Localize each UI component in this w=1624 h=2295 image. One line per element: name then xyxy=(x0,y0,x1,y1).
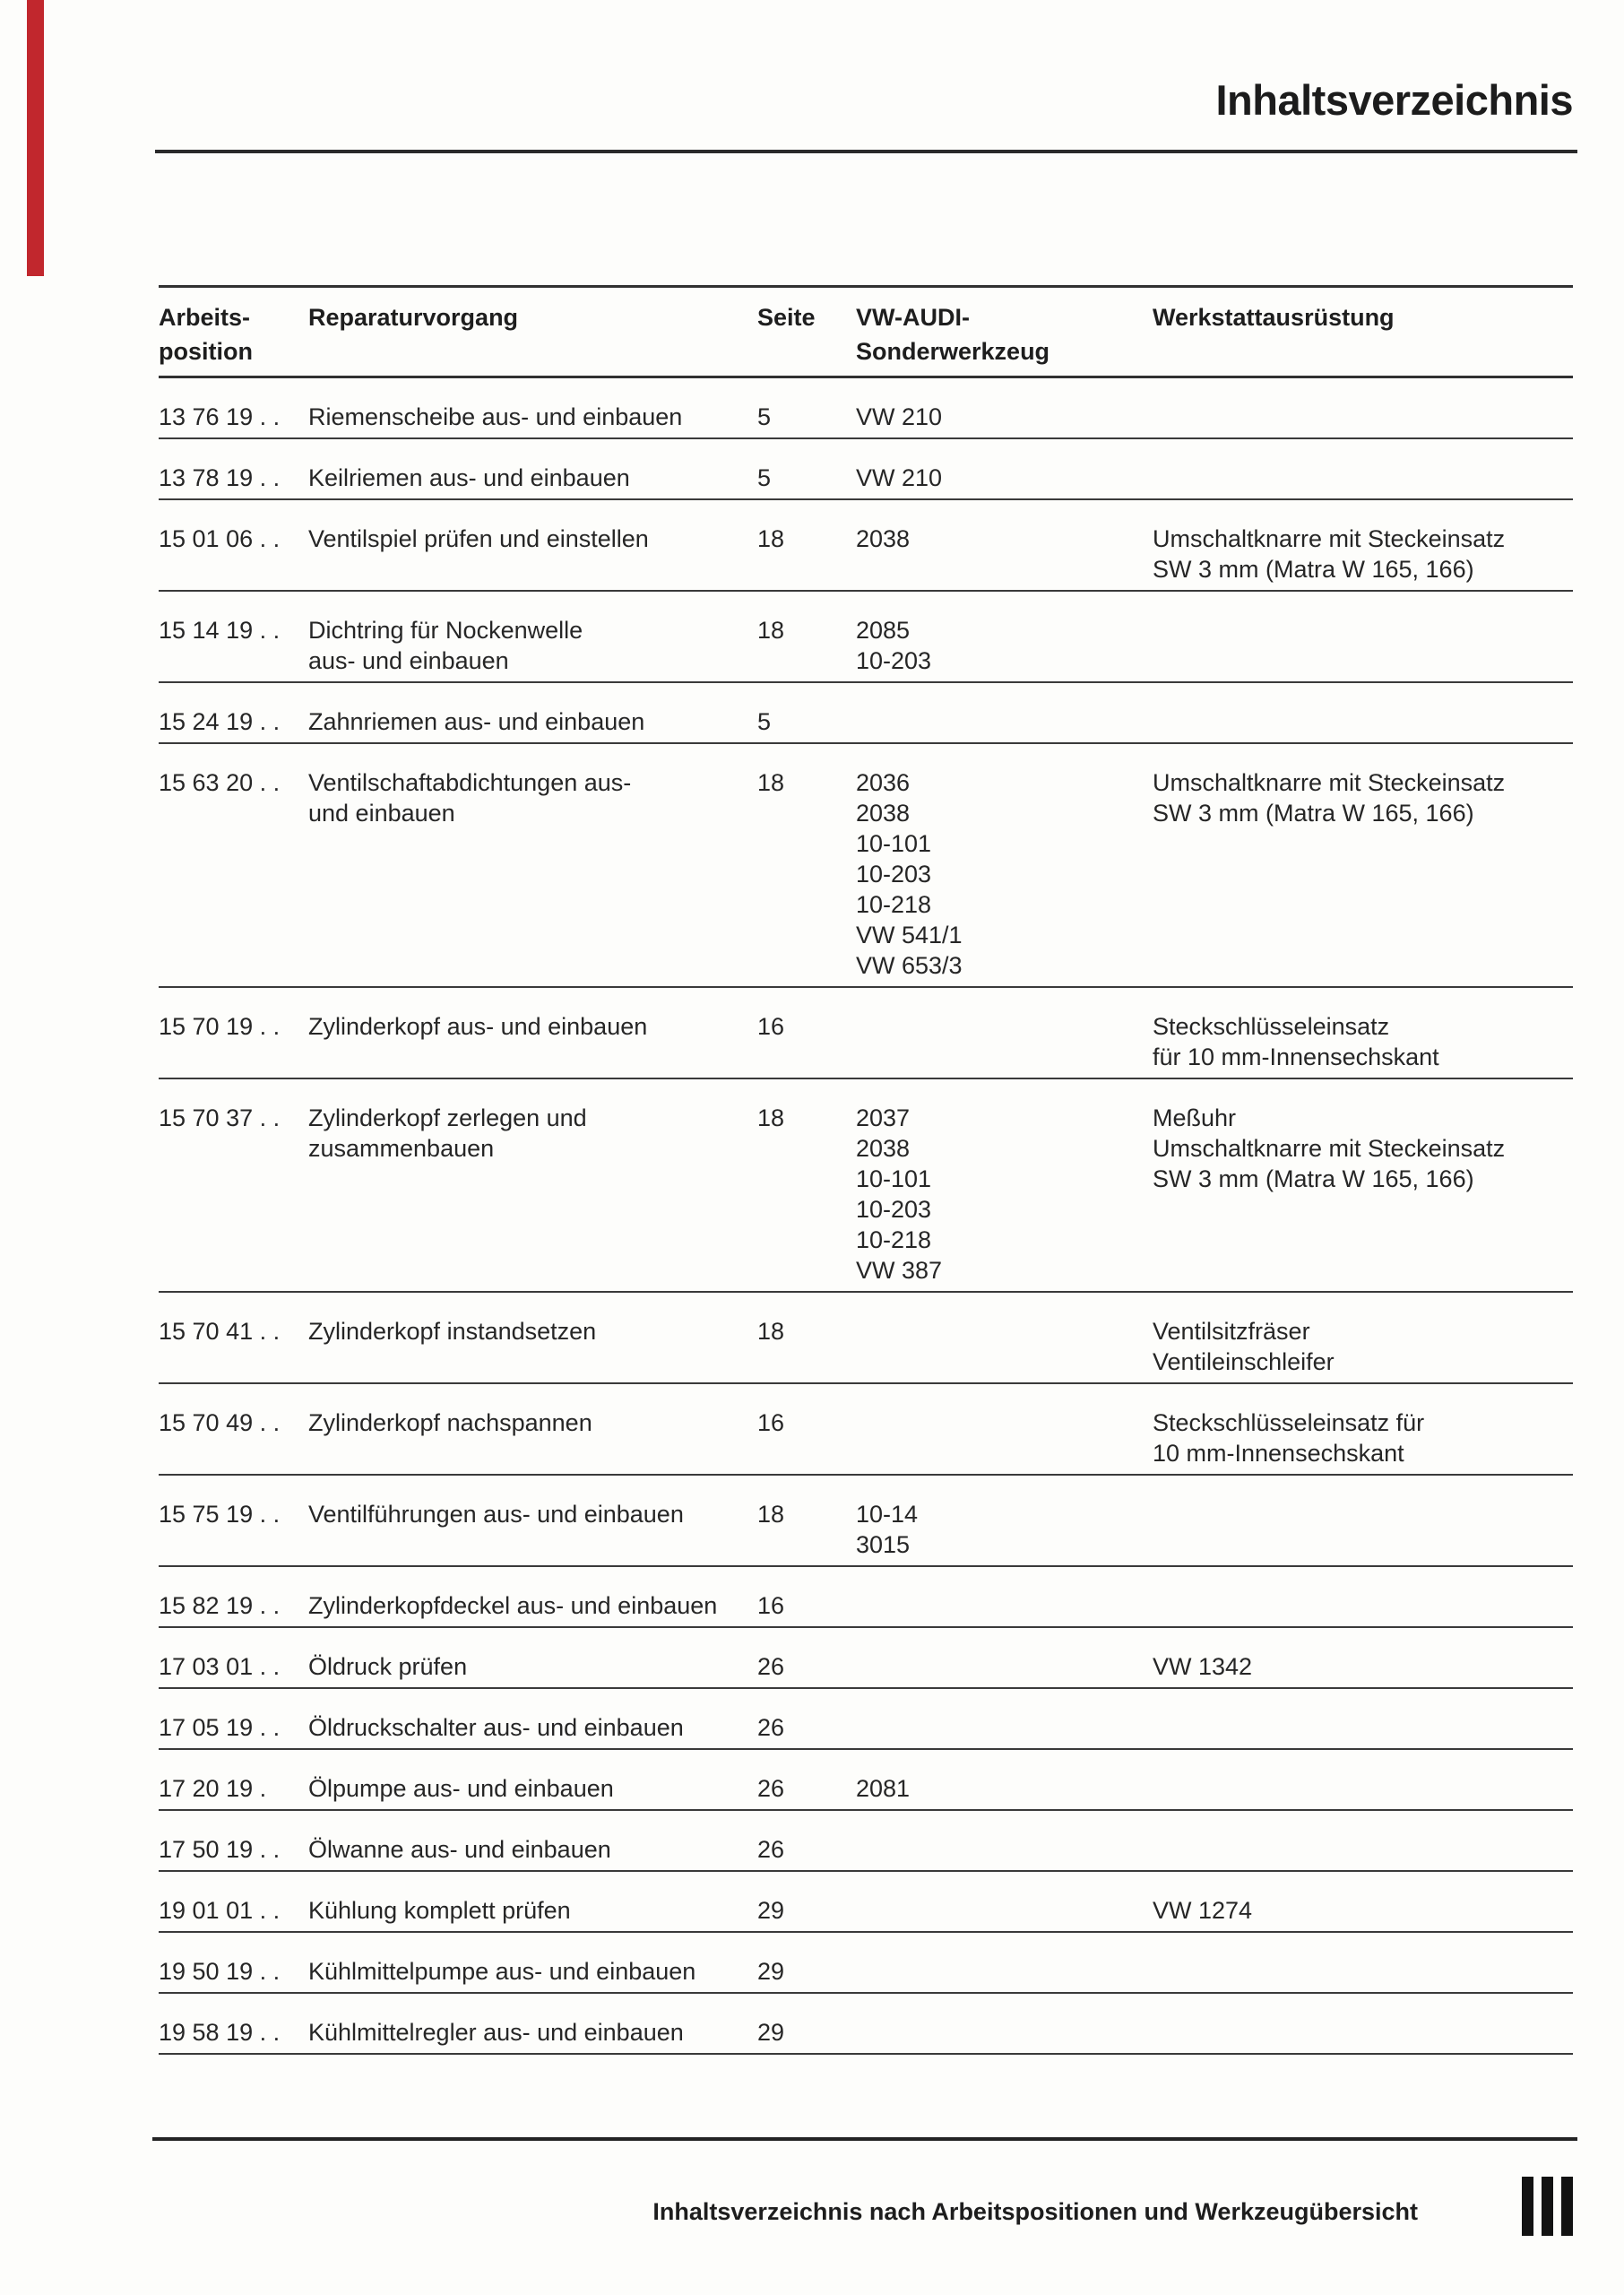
cell-line: SW 3 mm (Matra W 165, 166) xyxy=(1153,556,1474,583)
cell-arbeitsposition xyxy=(159,1590,308,1621)
cell-arbeitsposition xyxy=(159,2017,308,2048)
cell-line: 2038 xyxy=(856,525,911,552)
cell-sonderwerkzeug xyxy=(849,1407,1145,1468)
cell-line: VW 387 xyxy=(856,1257,943,1284)
cell-line: 15 70 49 . . xyxy=(159,1409,281,1436)
cell-line: Meßuhr xyxy=(1153,1104,1237,1131)
header-sonderwerkzeug xyxy=(849,300,1145,368)
cell-line: Zylinderkopf zerlegen und xyxy=(308,1104,587,1131)
cell-seite xyxy=(753,1407,849,1468)
cell-sonderwerkzeug xyxy=(849,402,1145,432)
cell-reparaturvorgang xyxy=(308,1651,753,1682)
cell-line: 10-203 xyxy=(856,647,932,674)
header-line: position xyxy=(159,338,253,365)
cell-sonderwerkzeug xyxy=(849,1956,1145,1987)
cell-arbeitsposition xyxy=(159,402,308,432)
cell-line: aus- und einbauen xyxy=(308,647,509,674)
cell-arbeitsposition xyxy=(159,767,308,981)
cell-reparaturvorgang xyxy=(308,1956,753,1987)
cell-werkstattausruestung xyxy=(1145,524,1573,585)
cell-line: 29 xyxy=(757,1897,785,1924)
cell-werkstattausruestung xyxy=(1145,1773,1573,1804)
cell-line: 15 70 19 . . xyxy=(159,1013,281,1040)
header-werkstattausruestung: Werkstattausrüstung xyxy=(1153,304,1395,331)
cell-werkstattausruestung xyxy=(1145,615,1573,676)
page-marker-bar xyxy=(1561,2177,1573,2236)
header-line: Arbeits- xyxy=(159,304,251,331)
table-row xyxy=(159,500,1573,592)
cell-seite xyxy=(753,1499,849,1560)
cell-line: für 10 mm-Innensechskant xyxy=(1153,1044,1439,1070)
cell-arbeitsposition xyxy=(159,1773,308,1804)
cell-werkstattausruestung xyxy=(1145,1103,1573,1286)
table-row xyxy=(159,1750,1573,1811)
cell-seite xyxy=(753,1590,849,1621)
table-row xyxy=(159,1567,1573,1628)
table-header xyxy=(159,285,1573,378)
cell-seite xyxy=(753,2017,849,2048)
cell-sonderwerkzeug xyxy=(849,767,1145,981)
cell-sonderwerkzeug xyxy=(849,1103,1145,1286)
cell-line: Keilriemen aus- und einbauen xyxy=(308,464,630,491)
cell-line: 5 xyxy=(757,464,772,491)
cell-line: 26 xyxy=(757,1653,785,1680)
cell-werkstattausruestung xyxy=(1145,1651,1573,1682)
cell-line: 18 xyxy=(757,1318,785,1345)
table-row xyxy=(159,744,1573,988)
cell-line: 15 01 06 . . xyxy=(159,525,281,552)
cell-line: 26 xyxy=(757,1714,785,1741)
cell-reparaturvorgang xyxy=(308,1103,753,1286)
cell-seite xyxy=(753,615,849,676)
cell-werkstattausruestung xyxy=(1145,1895,1573,1926)
table-body xyxy=(159,378,1573,2055)
cell-werkstattausruestung xyxy=(1145,402,1573,432)
table-row xyxy=(159,1628,1573,1689)
cell-werkstattausruestung xyxy=(1145,1011,1573,1072)
cell-line: 16 xyxy=(757,1409,785,1436)
cell-arbeitsposition xyxy=(159,1103,308,1286)
cell-sonderwerkzeug xyxy=(849,1590,1145,1621)
cell-line: 29 xyxy=(757,2019,785,2046)
cell-line: 17 20 19 . xyxy=(159,1775,267,1802)
cell-line: Umschaltknarre mit Steckeinsatz xyxy=(1153,1135,1506,1162)
cell-line: VW 210 xyxy=(856,403,943,430)
cell-werkstattausruestung xyxy=(1145,1407,1573,1468)
cell-werkstattausruestung xyxy=(1145,463,1573,493)
cell-line: 17 05 19 . . xyxy=(159,1714,281,1741)
cell-line: 10-218 xyxy=(856,891,932,918)
cell-line: Ventileinschleifer xyxy=(1153,1348,1335,1375)
cell-line: Ventilschaftabdichtungen aus- xyxy=(308,769,632,796)
cell-line: Zahnriemen aus- und einbauen xyxy=(308,708,645,735)
cell-sonderwerkzeug xyxy=(849,1773,1145,1804)
footer-rule xyxy=(152,2137,1577,2141)
cell-line: 18 xyxy=(757,1501,785,1528)
cell-line: Zylinderkopf nachspannen xyxy=(308,1409,592,1436)
cell-line: 15 63 20 . . xyxy=(159,769,281,796)
cell-reparaturvorgang xyxy=(308,1407,753,1468)
cell-line: Ventilsitzfräser xyxy=(1153,1318,1310,1345)
header-seite: Seite xyxy=(757,304,816,331)
cell-line: 19 01 01 . . xyxy=(159,1897,281,1924)
page-title: Inhaltsverzeichnis xyxy=(1215,76,1573,124)
cell-line: 13 78 19 . . xyxy=(159,464,281,491)
cell-reparaturvorgang xyxy=(308,1834,753,1865)
cell-reparaturvorgang xyxy=(308,402,753,432)
cell-line: 16 xyxy=(757,1592,785,1619)
cell-sonderwerkzeug xyxy=(849,615,1145,676)
cell-sonderwerkzeug xyxy=(849,463,1145,493)
cell-line: SW 3 mm (Matra W 165, 166) xyxy=(1153,1165,1474,1192)
page-marker-bar xyxy=(1522,2177,1533,2236)
cell-line: Zylinderkopf aus- und einbauen xyxy=(308,1013,648,1040)
table-row xyxy=(159,988,1573,1079)
cell-sonderwerkzeug xyxy=(849,1895,1145,1926)
cell-line: 16 xyxy=(757,1013,785,1040)
cell-line: 13 76 19 . . xyxy=(159,403,281,430)
cell-line: Ölpumpe aus- und einbauen xyxy=(308,1775,614,1802)
cell-line: VW 1274 xyxy=(1153,1897,1253,1924)
cell-line: 10-203 xyxy=(856,1196,932,1223)
cell-reparaturvorgang xyxy=(308,706,753,737)
cell-werkstattausruestung xyxy=(1145,2017,1573,2048)
cell-line: 18 xyxy=(757,769,785,796)
cell-line: Ventilspiel prüfen und einstellen xyxy=(308,525,649,552)
cell-arbeitsposition xyxy=(159,524,308,585)
table-row xyxy=(159,378,1573,439)
cell-arbeitsposition xyxy=(159,463,308,493)
cell-line: Öldruckschalter aus- und einbauen xyxy=(308,1714,684,1741)
cell-reparaturvorgang xyxy=(308,1316,753,1377)
cell-line: Ölwanne aus- und einbauen xyxy=(308,1836,611,1863)
cell-werkstattausruestung xyxy=(1145,1316,1573,1377)
cell-seite xyxy=(753,1712,849,1743)
cell-line: VW 1342 xyxy=(1153,1653,1253,1680)
table-row xyxy=(159,1689,1573,1750)
cell-werkstattausruestung xyxy=(1145,1712,1573,1743)
cell-arbeitsposition xyxy=(159,1956,308,1987)
cell-arbeitsposition xyxy=(159,1407,308,1468)
cell-line: 15 70 37 . . xyxy=(159,1104,281,1131)
cell-seite xyxy=(753,1651,849,1682)
cell-line: zusammenbauen xyxy=(308,1135,495,1162)
cell-line: 10-203 xyxy=(856,861,932,888)
cell-werkstattausruestung xyxy=(1145,1834,1573,1865)
cell-arbeitsposition xyxy=(159,1895,308,1926)
cell-line: Umschaltknarre mit Steckeinsatz xyxy=(1153,769,1506,796)
cell-line: 2038 xyxy=(856,800,911,827)
cell-line: 18 xyxy=(757,617,785,644)
cell-line: 2037 xyxy=(856,1104,911,1131)
cell-line: 5 xyxy=(757,403,772,430)
title-rule xyxy=(155,150,1577,153)
header-reparaturvorgang: Reparaturvorgang xyxy=(308,304,519,331)
cell-line: Dichtring für Nockenwelle xyxy=(308,617,583,644)
header-line: VW-AUDI- xyxy=(856,304,970,331)
cell-sonderwerkzeug xyxy=(849,1651,1145,1682)
cell-arbeitsposition xyxy=(159,1499,308,1560)
cell-reparaturvorgang xyxy=(308,524,753,585)
header-line: Sonderwerkzeug xyxy=(856,338,1050,365)
cell-line: 2081 xyxy=(856,1775,911,1802)
cell-line: 15 82 19 . . xyxy=(159,1592,281,1619)
cell-seite xyxy=(753,1773,849,1804)
table-row xyxy=(159,1872,1573,1933)
cell-werkstattausruestung xyxy=(1145,706,1573,737)
cell-seite xyxy=(753,1316,849,1377)
contents-table xyxy=(159,285,1573,2055)
cell-line: 15 24 19 . . xyxy=(159,708,281,735)
cell-line: Kühlmittelpumpe aus- und einbauen xyxy=(308,1958,696,1985)
cell-seite xyxy=(753,524,849,585)
cell-arbeitsposition xyxy=(159,1712,308,1743)
cell-seite xyxy=(753,1834,849,1865)
cell-line: Kühlung komplett prüfen xyxy=(308,1897,571,1924)
cell-werkstattausruestung xyxy=(1145,1499,1573,1560)
cell-reparaturvorgang xyxy=(308,2017,753,2048)
cell-reparaturvorgang xyxy=(308,463,753,493)
cell-line: 10-218 xyxy=(856,1226,932,1253)
cell-line: und einbauen xyxy=(308,800,455,827)
cell-sonderwerkzeug xyxy=(849,1712,1145,1743)
cell-line: 5 xyxy=(757,708,772,735)
cell-line: Öldruck prüfen xyxy=(308,1653,468,1680)
cell-arbeitsposition xyxy=(159,615,308,676)
cell-line: Zylinderkopf instandsetzen xyxy=(308,1318,597,1345)
page-marker-bar xyxy=(1542,2177,1553,2236)
cell-line: Zylinderkopfdeckel aus- und einbauen xyxy=(308,1592,718,1619)
cell-reparaturvorgang xyxy=(308,1895,753,1926)
table-row xyxy=(159,1933,1573,1994)
footer-caption: Inhaltsverzeichnis nach Arbeitspositionen und Werkzeugübersicht xyxy=(652,2198,1418,2225)
cell-line: 26 xyxy=(757,1775,785,1802)
cell-line: 26 xyxy=(757,1836,785,1863)
section-tab-red xyxy=(27,0,44,276)
table-row xyxy=(159,592,1573,683)
cell-line: SW 3 mm (Matra W 165, 166) xyxy=(1153,800,1474,827)
cell-line: Steckschlüsseleinsatz xyxy=(1153,1013,1390,1040)
cell-seite xyxy=(753,1956,849,1987)
cell-werkstattausruestung xyxy=(1145,767,1573,981)
cell-seite xyxy=(753,1103,849,1286)
cell-line: VW 653/3 xyxy=(856,952,963,979)
cell-line: 19 50 19 . . xyxy=(159,1958,281,1985)
cell-line: 17 50 19 . . xyxy=(159,1836,281,1863)
cell-line: VW 210 xyxy=(856,464,943,491)
cell-arbeitsposition xyxy=(159,1316,308,1377)
table-row xyxy=(159,1293,1573,1384)
cell-sonderwerkzeug xyxy=(849,1011,1145,1072)
cell-reparaturvorgang xyxy=(308,1773,753,1804)
cell-line: 10 mm-Innensechskant xyxy=(1153,1440,1404,1467)
page-marker-iii xyxy=(1522,2177,1573,2236)
cell-sonderwerkzeug xyxy=(849,706,1145,737)
cell-line: 18 xyxy=(757,525,785,552)
cell-line: 17 03 01 . . xyxy=(159,1653,281,1680)
cell-line: Umschaltknarre mit Steckeinsatz xyxy=(1153,525,1506,552)
cell-reparaturvorgang xyxy=(308,1011,753,1072)
cell-line: 19 58 19 . . xyxy=(159,2019,281,2046)
cell-seite xyxy=(753,706,849,737)
cell-seite xyxy=(753,1895,849,1926)
cell-line: Kühlmittelregler aus- und einbauen xyxy=(308,2019,684,2046)
cell-line: Steckschlüsseleinsatz für xyxy=(1153,1409,1425,1436)
cell-line: 29 xyxy=(757,1958,785,1985)
cell-line: 18 xyxy=(757,1104,785,1131)
table-row xyxy=(159,439,1573,500)
cell-line: 10-101 xyxy=(856,1165,932,1192)
cell-line: 10-101 xyxy=(856,830,932,857)
cell-reparaturvorgang xyxy=(308,1712,753,1743)
cell-seite xyxy=(753,767,849,981)
cell-line: 3015 xyxy=(856,1531,911,1558)
table-row xyxy=(159,1079,1573,1293)
header-arbeitsposition xyxy=(159,300,308,368)
cell-line: 2085 xyxy=(856,617,911,644)
table-row xyxy=(159,1994,1573,2055)
cell-line: 2038 xyxy=(856,1135,911,1162)
cell-reparaturvorgang xyxy=(308,1499,753,1560)
cell-sonderwerkzeug xyxy=(849,1499,1145,1560)
table-row xyxy=(159,1476,1573,1567)
cell-line: 10-14 xyxy=(856,1501,919,1528)
table-row xyxy=(159,1811,1573,1872)
cell-line: Riemenscheibe aus- und einbauen xyxy=(308,403,683,430)
cell-reparaturvorgang xyxy=(308,615,753,676)
cell-sonderwerkzeug xyxy=(849,2017,1145,2048)
table-row xyxy=(159,683,1573,744)
cell-werkstattausruestung xyxy=(1145,1956,1573,1987)
cell-sonderwerkzeug xyxy=(849,1316,1145,1377)
cell-sonderwerkzeug xyxy=(849,524,1145,585)
cell-arbeitsposition xyxy=(159,1011,308,1072)
cell-line: 2036 xyxy=(856,769,911,796)
cell-arbeitsposition xyxy=(159,706,308,737)
cell-arbeitsposition xyxy=(159,1651,308,1682)
cell-seite xyxy=(753,402,849,432)
cell-line: Ventilführungen aus- und einbauen xyxy=(308,1501,684,1528)
cell-reparaturvorgang xyxy=(308,1590,753,1621)
cell-seite xyxy=(753,1011,849,1072)
cell-line: 15 14 19 . . xyxy=(159,617,281,644)
cell-line: VW 541/1 xyxy=(856,922,963,948)
cell-seite xyxy=(753,463,849,493)
table-row xyxy=(159,1384,1573,1476)
cell-line: 15 75 19 . . xyxy=(159,1501,281,1528)
cell-arbeitsposition xyxy=(159,1834,308,1865)
cell-sonderwerkzeug xyxy=(849,1834,1145,1865)
cell-line: 15 70 41 . . xyxy=(159,1318,281,1345)
cell-reparaturvorgang xyxy=(308,767,753,981)
cell-werkstattausruestung xyxy=(1145,1590,1573,1621)
